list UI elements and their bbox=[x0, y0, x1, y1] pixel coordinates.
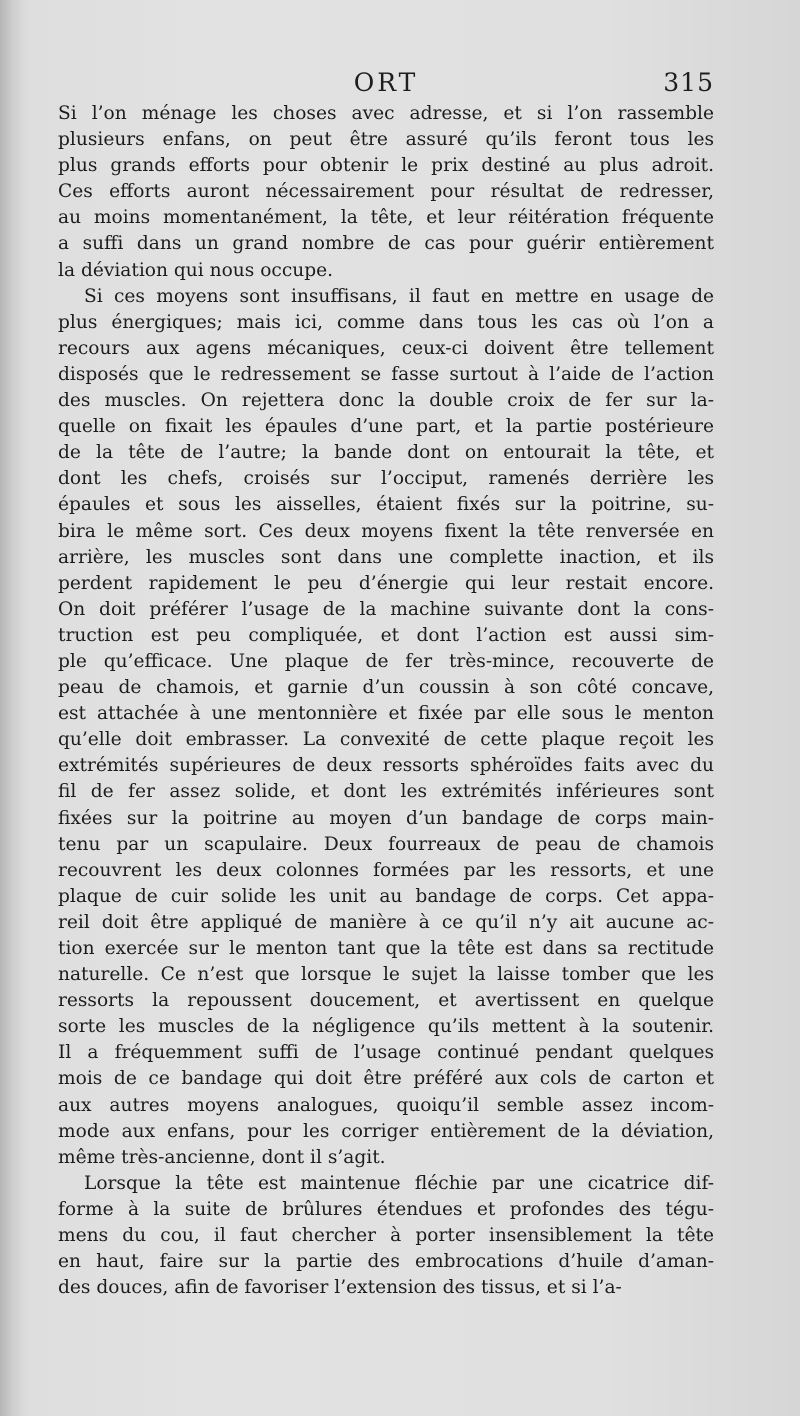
text-line: des douces, afin de favoriser l’extension des tissus, et si l’a- bbox=[58, 1277, 622, 1299]
text-line: au moins momentanément, la tête, et leur réitération fréquente bbox=[58, 207, 714, 229]
text-line: disposés que le redressement se fasse surtout à l’aide de l’action bbox=[58, 363, 714, 385]
text-line: Si l’on ménage les choses avec adresse, et si l’on rassemble bbox=[58, 103, 714, 124]
paragraph-list bbox=[58, 101, 714, 1301]
text-line: reil doit être appliqué de manière à ce qu’il n’y ait aucune ac- bbox=[58, 911, 714, 933]
running-title: ORT bbox=[353, 68, 419, 97]
body-text bbox=[58, 101, 714, 1301]
text-line: arrière, les muscles sont dans une complette inaction, et ils bbox=[58, 546, 714, 568]
text-line: ple qu’efficace. Une plaque de fer très-mince, recouverte de bbox=[58, 650, 714, 672]
page-number: 315 bbox=[663, 68, 714, 97]
text-line: des muscles. On rejettera donc la double croix de fer sur la- bbox=[58, 390, 714, 412]
text-line: bira le même sort. Ces deux moyens fixent la tête renversée en bbox=[58, 520, 714, 542]
text-line: recouvrent les deux colonnes formées par les ressorts, et une bbox=[58, 859, 714, 881]
text-line: fil de fer assez solide, et dont les extrémités inférieures sont bbox=[58, 781, 714, 803]
text-line: ressorts la repoussent doucement, et avertissent en quelque bbox=[58, 990, 714, 1012]
text-line: a suffi dans un grand nombre de cas pour guérir entièrement bbox=[58, 233, 714, 255]
text-line: Il a fréquemment suffi de l’usage continué pendant quelques bbox=[58, 1042, 714, 1064]
text-line: On doit préférer l’usage de la machine suivante dont la cons- bbox=[58, 598, 714, 620]
text-line: naturelle. Ce n’est que lorsque le sujet la laisse tomber que les bbox=[58, 964, 714, 986]
text-line: plusieurs enfans, on peut être assuré qu’ils feront tous les bbox=[58, 129, 714, 151]
text-line: truction est peu compliquée, et dont l’action est aussi sim- bbox=[58, 624, 714, 646]
text-line: mode aux enfans, pour les corriger entièrement de la déviation, bbox=[58, 1120, 714, 1142]
text-line: sorte les muscles de la négligence qu’ils mettent à la soutenir. bbox=[58, 1016, 714, 1038]
text-line: est attachée à une mentonnière et fixée par elle sous le menton bbox=[58, 703, 714, 725]
text-line: qu’elle doit embrasser. La convexité de cette plaque reçoit les bbox=[58, 729, 714, 751]
page-spine-shadow bbox=[0, 0, 22, 1416]
page-header bbox=[58, 68, 714, 104]
text-line: Lorsque la tête est maintenue fléchie par une cicatrice dif- bbox=[84, 1172, 714, 1194]
text-line: plus énergiques; mais ici, comme dans tous les cas où l’on a bbox=[58, 311, 714, 333]
text-line: peau de chamois, et garnie d’un coussin à son côté concave, bbox=[58, 677, 714, 699]
text-line: mens du cou, il faut chercher à porter insensiblement la tête bbox=[58, 1225, 714, 1247]
text-line: fixées sur la poitrine au moyen d’un bandage de corps main- bbox=[58, 807, 714, 829]
text-line: perdent rapidement le peu d’énergie qui leur restait encore. bbox=[58, 572, 714, 594]
text-line: Si ces moyens sont insuffisans, il faut en mettre en usage de bbox=[84, 285, 714, 307]
text-line: la déviation qui nous occupe. bbox=[58, 259, 334, 281]
text-line: extrémités supérieures de deux ressorts sphéroïdes faits avec du bbox=[58, 755, 714, 777]
paragraph bbox=[58, 101, 714, 284]
text-line: plus grands efforts pour obtenir le prix destiné au plus adroit. bbox=[58, 155, 714, 177]
paragraph bbox=[58, 284, 714, 1171]
text-line: tion exercée sur le menton tant que la tête est dans sa rectitude bbox=[58, 938, 714, 959]
text-line: plaque de cuir solide les unit au bandage de corps. Cet appa- bbox=[58, 885, 714, 907]
text-line: en haut, faire sur la partie des embrocations d’huile d’aman- bbox=[58, 1251, 714, 1273]
text-line: recours aux agens mécaniques, ceux-ci doivent être tellement bbox=[58, 337, 714, 359]
text-line: mois de ce bandage qui doit être préféré aux cols de carton et bbox=[58, 1068, 714, 1090]
text-line: forme à la suite de brûlures étendues et profondes des tégu- bbox=[58, 1198, 714, 1220]
text-line: même très-ancienne, dont il s’agit. bbox=[58, 1146, 386, 1168]
text-line: dont les chefs, croisés sur l’occiput, ramenés derrière les bbox=[58, 468, 714, 490]
text-line: épaules et sous les aisselles, étaient fixés sur la poitrine, su- bbox=[58, 494, 714, 516]
text-line: tenu par un scapulaire. Deux fourreaux de peau de chamois bbox=[58, 833, 714, 855]
paragraph bbox=[58, 1171, 714, 1301]
text-line: aux autres moyens analogues, quoiqu’il semble assez incom- bbox=[58, 1094, 714, 1116]
text-line: de la tête de l’autre; la bande dont on entourait la tête, et bbox=[58, 442, 714, 464]
text-line: Ces efforts auront nécessairement pour résultat de redresser, bbox=[58, 181, 714, 203]
text-line: quelle on fixait les épaules d’une part, et la partie postérieure bbox=[58, 416, 714, 438]
